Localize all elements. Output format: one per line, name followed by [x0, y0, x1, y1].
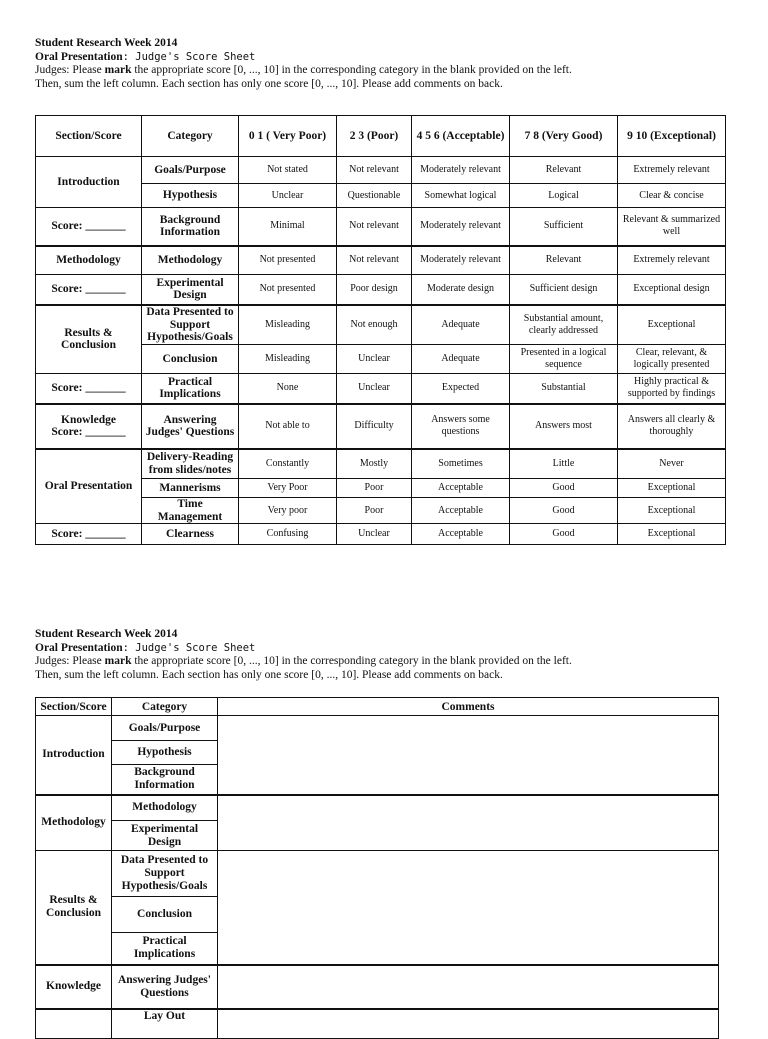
intro-score-field[interactable]: Score: _______: [36, 208, 142, 246]
criteria-cell: Constantly: [239, 449, 337, 479]
oral-score-field[interactable]: Score: _______: [36, 524, 142, 545]
header-score-2-3: 2 3 (Poor): [337, 116, 412, 157]
header-score-0-1: 0 1 ( Very Poor): [239, 116, 337, 157]
section-methodology: Methodology: [36, 246, 142, 275]
category-cell: Hypothesis: [112, 741, 218, 765]
category-cell: Time Management: [142, 498, 239, 524]
table-row: [36, 795, 719, 821]
category-cell: Practical Implications: [142, 374, 239, 404]
criteria-cell: Little: [510, 449, 618, 479]
criteria-cell: Unclear: [239, 184, 337, 208]
criteria-cell: Exceptional: [618, 524, 726, 545]
criteria-cell: Unclear: [337, 374, 412, 404]
criteria-cell: Not presented: [239, 246, 337, 275]
table-row: [36, 965, 719, 1009]
criteria-cell: Not relevant: [337, 157, 412, 184]
criteria-cell: Not relevant: [337, 208, 412, 246]
section-results-conclusion: Results & Conclusion: [36, 305, 142, 374]
section-introduction: Introduction: [36, 157, 142, 208]
section-methodology: Methodology: [36, 795, 112, 851]
table-row: [36, 524, 726, 545]
criteria-cell: Presented in a logical sequence: [510, 345, 618, 374]
criteria-cell: Not enough: [337, 305, 412, 345]
category-cell: Delivery-Reading from slides/notes: [142, 449, 239, 479]
section-knowledge[interactable]: Knowledge Score: _______: [36, 404, 142, 449]
comments-header-row: [36, 698, 719, 716]
table-row: [36, 157, 726, 184]
methodology-score-field[interactable]: Score: _______: [36, 275, 142, 305]
header-section-score: Section/Score: [36, 698, 112, 716]
doc-title: Student Research Week 2014: [35, 37, 178, 49]
table-row: [36, 208, 726, 246]
category-cell: Answering Judges' Questions: [142, 404, 239, 449]
table-row: [36, 305, 726, 345]
instructions-line-1: Judges: Please mark the appropriate score [0, ..., 10] in the corresponding category in the blank provided on the left.: [35, 655, 572, 667]
header-score-7-8: 7 8 (Very Good): [510, 116, 618, 157]
results-comments-field[interactable]: [218, 851, 719, 965]
section-oral-presentation: Oral Presentation: [36, 449, 142, 524]
category-cell: Clearness: [142, 524, 239, 545]
criteria-cell: Somewhat logical: [412, 184, 510, 208]
criteria-cell: Exceptional: [618, 479, 726, 498]
criteria-cell: Very Poor: [239, 479, 337, 498]
doc-title: Student Research Week 2014: [35, 628, 178, 640]
category-cell: Goals/Purpose: [112, 716, 218, 741]
comments-table: [35, 697, 719, 1039]
criteria-cell: Exceptional: [618, 305, 726, 345]
criteria-cell: Moderately relevant: [412, 208, 510, 246]
table-row: [36, 716, 719, 741]
header-score-4-6: 4 5 6 (Acceptable): [412, 116, 510, 157]
intro-comments-field[interactable]: [218, 716, 719, 795]
criteria-cell: Extremely relevant: [618, 157, 726, 184]
category-cell: Practical Implications: [112, 933, 218, 965]
criteria-cell: Substantial amount, clearly addressed: [510, 305, 618, 345]
category-cell: Methodology: [112, 795, 218, 821]
category-cell: Lay Out: [112, 1009, 218, 1039]
criteria-cell: Acceptable: [412, 479, 510, 498]
criteria-cell: Acceptable: [412, 498, 510, 524]
section-knowledge: Knowledge: [36, 965, 112, 1009]
instructions-line-2: Then, sum the left column. Each section has only one score [0, ..., 10]. Please add comments on back.: [35, 77, 503, 90]
criteria-cell: Clear & concise: [618, 184, 726, 208]
criteria-cell: Unclear: [337, 345, 412, 374]
criteria-cell: Sometimes: [412, 449, 510, 479]
criteria-cell: Moderately relevant: [412, 246, 510, 275]
criteria-cell: Moderately relevant: [412, 157, 510, 184]
criteria-cell: Relevant & summarized well: [618, 208, 726, 246]
section-results-conclusion: Results & Conclusion: [36, 851, 112, 965]
header-section-score: Section/Score: [36, 116, 142, 157]
criteria-cell: Very poor: [239, 498, 337, 524]
criteria-cell: Not stated: [239, 157, 337, 184]
category-cell: Hypothesis: [142, 184, 239, 208]
criteria-cell: Logical: [510, 184, 618, 208]
doc-subtitle: Oral Presentation: Judge's Score Sheet: [35, 641, 256, 654]
results-score-field[interactable]: Score: _______: [36, 374, 142, 404]
knowledge-comments-field[interactable]: [218, 965, 719, 1009]
criteria-cell: Good: [510, 524, 618, 545]
category-cell: Conclusion: [112, 897, 218, 933]
criteria-cell: Mostly: [337, 449, 412, 479]
category-cell: Methodology: [142, 246, 239, 275]
category-cell: Experimental Design: [112, 821, 218, 851]
criteria-cell: Highly practical & supported by findings: [618, 374, 726, 404]
criteria-cell: Unclear: [337, 524, 412, 545]
criteria-cell: Answers all clearly & thoroughly: [618, 404, 726, 449]
instructions-line-2: Then, sum the left column. Each section has only one score [0, ..., 10]. Please add comments on back.: [35, 668, 503, 681]
criteria-cell: Exceptional: [618, 498, 726, 524]
criteria-cell: Sufficient: [510, 208, 618, 246]
criteria-cell: Minimal: [239, 208, 337, 246]
instructions-line-1: Judges: Please mark the appropriate score [0, ..., 10] in the corresponding category in the blank provided on the left.: [35, 64, 572, 76]
criteria-cell: Never: [618, 449, 726, 479]
table-row: [36, 275, 726, 305]
methodology-comments-field[interactable]: [218, 795, 719, 851]
criteria-cell: Poor design: [337, 275, 412, 305]
criteria-cell: Relevant: [510, 157, 618, 184]
table-row: [36, 404, 726, 449]
criteria-cell: Expected: [412, 374, 510, 404]
table-row: [36, 246, 726, 275]
criteria-cell: Clear, relevant, & logically presented: [618, 345, 726, 374]
criteria-cell: Sufficient design: [510, 275, 618, 305]
knowledge-score-field[interactable]: Score: _______: [51, 426, 126, 438]
criteria-cell: Difficulty: [337, 404, 412, 449]
category-cell: Answering Judges' Questions: [112, 965, 218, 1009]
table-row: [36, 851, 719, 897]
criteria-cell: Misleading: [239, 305, 337, 345]
criteria-cell: Answers some questions: [412, 404, 510, 449]
criteria-cell: Moderate design: [412, 275, 510, 305]
criteria-cell: Answers most: [510, 404, 618, 449]
criteria-cell: Adequate: [412, 305, 510, 345]
header-category: Category: [112, 698, 218, 716]
criteria-cell: Acceptable: [412, 524, 510, 545]
category-cell: Goals/Purpose: [142, 157, 239, 184]
criteria-cell: Not presented: [239, 275, 337, 305]
header-category: Category: [142, 116, 239, 157]
section-introduction: Introduction: [36, 716, 112, 795]
criteria-cell: Extremely relevant: [618, 246, 726, 275]
criteria-cell: Not relevant: [337, 246, 412, 275]
category-cell: Conclusion: [142, 345, 239, 374]
criteria-cell: None: [239, 374, 337, 404]
header-block-1: [35, 37, 572, 91]
criteria-cell: Poor: [337, 498, 412, 524]
category-cell: Background Information: [142, 208, 239, 246]
doc-subtitle: Oral Presentation: Judge's Score Sheet: [35, 50, 256, 63]
category-cell: Background Information: [112, 765, 218, 795]
criteria-cell: Substantial: [510, 374, 618, 404]
criteria-cell: Good: [510, 498, 618, 524]
criteria-cell: Poor: [337, 479, 412, 498]
header-score-9-10: 9 10 (Exceptional): [618, 116, 726, 157]
table-row: [36, 374, 726, 404]
criteria-cell: Relevant: [510, 246, 618, 275]
criteria-cell: Questionable: [337, 184, 412, 208]
table-row: [36, 449, 726, 479]
criteria-cell: Not able to: [239, 404, 337, 449]
criteria-cell: Adequate: [412, 345, 510, 374]
category-cell: Data Presented to Support Hypothesis/Goals: [112, 851, 218, 897]
header-comments: Comments: [218, 698, 719, 716]
score-table: [35, 115, 726, 545]
category-cell: Experimental Design: [142, 275, 239, 305]
criteria-cell: Good: [510, 479, 618, 498]
criteria-cell: Exceptional design: [618, 275, 726, 305]
score-table-header-row: [36, 116, 726, 157]
header-block-2: [35, 628, 572, 682]
criteria-cell: Confusing: [239, 524, 337, 545]
criteria-cell: Misleading: [239, 345, 337, 374]
category-cell: Mannerisms: [142, 479, 239, 498]
category-cell: Data Presented to Support Hypothesis/Goals: [142, 305, 239, 345]
